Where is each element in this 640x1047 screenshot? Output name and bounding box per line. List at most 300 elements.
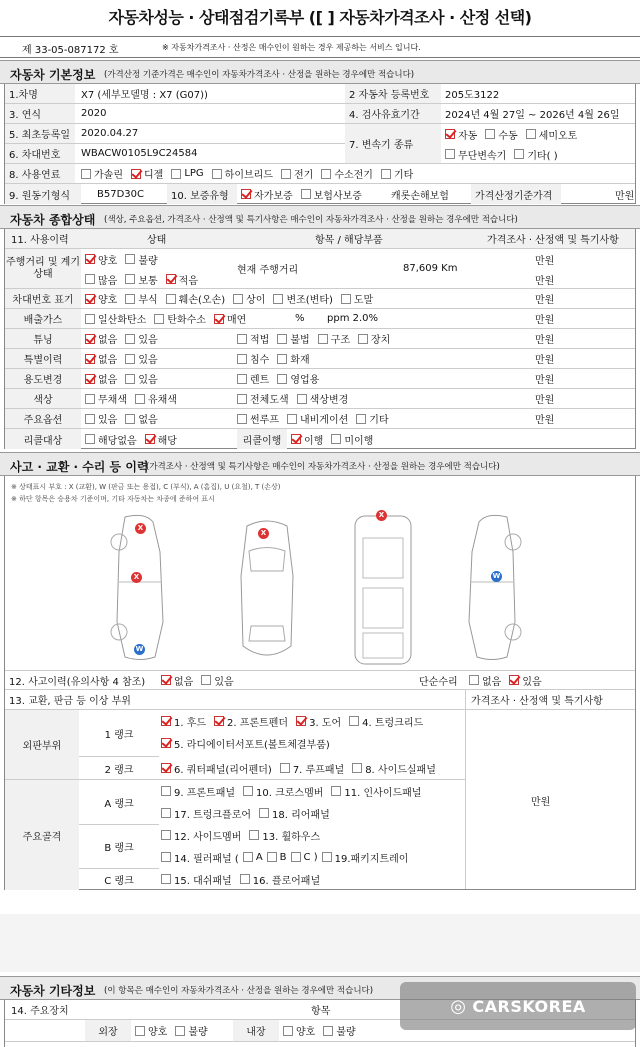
inspect-label: 4. 검사유효기간	[345, 104, 441, 123]
table-row	[5, 690, 635, 710]
checkbox[interactable]	[85, 334, 95, 344]
emission-unit: %	[295, 313, 305, 324]
opt-label: 없음	[138, 415, 158, 426]
table-row	[5, 124, 345, 144]
checkbox-lpg[interactable]	[171, 169, 181, 179]
page-title: 자동차성능 · 상태점검기록부 ([ ] 자동차가격조사 · 산정 선택)	[108, 8, 532, 27]
recall-done-label: 리콜이행	[237, 429, 287, 449]
checkbox[interactable]	[85, 314, 95, 324]
checkbox[interactable]	[161, 675, 171, 685]
checkbox[interactable]	[296, 716, 306, 726]
purpose-options	[85, 369, 166, 388]
legend-line: ※ 상태표시 부호 : X (교환), W (판금 또는 용접), C (부식), A (흠집), U (요철), T (손상)	[11, 483, 281, 491]
opt-label: 기타	[393, 170, 414, 181]
checkbox[interactable]	[125, 294, 135, 304]
insurer-name: 캐롯손해보험	[391, 190, 449, 202]
car-left-side-diagram	[105, 512, 175, 662]
opt-label: 자가보증	[254, 190, 293, 202]
table-row	[5, 104, 635, 124]
opt-label: 없음	[482, 676, 502, 688]
rankA-items-a	[161, 780, 429, 802]
checkbox[interactable]	[277, 334, 287, 344]
outer-panel-group	[5, 710, 465, 780]
color-items	[237, 389, 356, 408]
checkbox[interactable]	[297, 394, 307, 404]
checkbox[interactable]	[85, 434, 95, 444]
opt-label: 없음	[98, 335, 118, 346]
checkbox[interactable]	[323, 1026, 333, 1036]
checkbox[interactable]	[273, 294, 283, 304]
opt-label: 11. 인사이드패널	[344, 787, 422, 799]
history-options	[161, 671, 242, 689]
opt-label: 수동	[498, 130, 518, 142]
emission-value: ppm 2.0%	[327, 313, 379, 324]
checkbox[interactable]	[237, 354, 247, 364]
logo-icon: ◎	[450, 995, 467, 1017]
checkbox[interactable]	[125, 414, 135, 424]
checkbox-insurer-warranty[interactable]	[301, 189, 311, 199]
opt-label: 16. 플로어패널	[252, 875, 321, 887]
checkbox[interactable]	[331, 786, 341, 796]
table-row	[5, 184, 635, 204]
section-title: 자동차 기본정보	[10, 68, 96, 82]
checkbox[interactable]	[135, 394, 145, 404]
mileage-opts-b	[85, 269, 206, 289]
checkbox[interactable]	[135, 1026, 145, 1036]
opt-label: 변조(변타)	[286, 295, 333, 306]
mark-x-icon: X	[376, 510, 387, 521]
outer-label: 외판부위	[5, 710, 79, 779]
interior-label: 내장	[233, 1020, 279, 1041]
opt-label: 양호	[98, 255, 118, 267]
opt-label: 많음	[98, 275, 118, 287]
trans-label: 7. 변속기 종류	[345, 124, 441, 163]
opt-label: 자동	[458, 130, 478, 142]
logo-text: CARSKOREA	[472, 996, 586, 1016]
top-note: ※ 자동차가격조사 · 산정은 매수인이 원하는 경우 제공하는 서비스 입니다.	[162, 43, 421, 52]
won-unit: 만원	[535, 395, 555, 406]
fuel-options	[81, 164, 421, 183]
rankC-label: C 랭크	[79, 868, 159, 890]
motor-label: 9. 원동기형식	[5, 184, 81, 204]
mark-x-icon: X	[135, 523, 146, 534]
opt-label: 수소전기	[334, 170, 373, 181]
checkbox[interactable]	[291, 434, 301, 444]
checkbox[interactable]	[125, 334, 135, 344]
opt-label: 19.패키지트레이	[334, 853, 409, 865]
reg-no-label: 2 자동차 등록번호	[345, 84, 441, 103]
checkbox[interactable]	[154, 314, 164, 324]
basic-info-table	[4, 84, 636, 204]
overall-state-table	[4, 229, 636, 449]
rankC-items	[161, 868, 328, 890]
checkbox-bad[interactable]	[125, 254, 135, 264]
special-items	[237, 349, 318, 368]
checkbox[interactable]	[125, 374, 135, 384]
table-row	[5, 369, 635, 389]
checkbox[interactable]	[356, 414, 366, 424]
mark-w-icon: W	[492, 572, 501, 580]
col-item: 항목 / 해당부품	[315, 235, 383, 246]
opt-label: C )	[303, 851, 318, 863]
won-unit: 만원	[535, 315, 555, 326]
doc-number: 제 33-05-087172 호	[22, 45, 119, 56]
table-row	[5, 289, 635, 309]
checkbox[interactable]	[259, 808, 269, 818]
warranty-label: 10. 보증유형	[167, 184, 237, 204]
section-note: (이 항목은 매수인이 자동차가격조사 · 산정을 원하는 경우에만 적습니다)	[104, 986, 374, 996]
won-unit: 만원	[535, 415, 555, 426]
price-std-label: 가격산정기준가격	[471, 184, 561, 204]
trans-options-a	[445, 124, 585, 144]
mark-x-icon: X	[258, 528, 269, 539]
checkbox-manual[interactable]	[485, 129, 495, 139]
first-reg-label: 5. 최초등록일	[5, 124, 75, 143]
opt-label: 없음	[98, 375, 118, 386]
opt-label: 기타( )	[527, 150, 558, 162]
checkbox[interactable]	[237, 414, 247, 424]
opt-label: 5. 라디에이터서포트(볼트체결부품)	[174, 739, 330, 751]
checkbox[interactable]	[291, 852, 301, 862]
opt-label: 해당	[157, 435, 177, 447]
checkbox-cvt[interactable]	[445, 149, 455, 159]
opt-label: 14. 필러패널 (	[174, 853, 239, 865]
checkbox[interactable]	[233, 294, 243, 304]
col-usage: 11. 사용이력	[11, 235, 69, 246]
opt-label: 3. 도어	[309, 717, 342, 729]
checkbox[interactable]	[161, 763, 171, 773]
legend-line: ※ 하단 항목은 승용차 기준이며, 기타 자동차는 차종에 준하여 표시	[11, 495, 215, 503]
opt-label: 기타	[369, 415, 389, 426]
checkbox-self-warranty[interactable]	[241, 189, 251, 199]
checkbox-good[interactable]	[85, 254, 95, 264]
opt-label: 없음	[98, 355, 118, 366]
opt-label: 일산화탄소	[98, 315, 147, 326]
recall-options	[85, 429, 185, 449]
opt-label: 양호	[296, 1027, 316, 1038]
parts-label: 13. 교환, 판금 등 이상 부위	[9, 696, 131, 707]
color-options	[85, 389, 185, 408]
simple-label: 단순수리	[419, 676, 458, 688]
mark-x-icon: X	[131, 572, 142, 583]
won-unit: 만원	[535, 295, 555, 306]
checkbox[interactable]	[214, 314, 224, 324]
trans-options-b	[445, 144, 566, 164]
opt-label: 15. 대쉬패널	[174, 875, 232, 887]
opt-label: 17. 트렁크플로어	[174, 809, 252, 821]
car-top-diagram	[227, 516, 307, 666]
section-basic-info	[0, 60, 640, 84]
checkbox[interactable]	[331, 434, 341, 444]
vin-mark-options	[85, 289, 381, 308]
opt-label: 적법	[250, 335, 270, 346]
opt-label: 미이행	[344, 435, 374, 447]
checkbox[interactable]	[85, 294, 95, 304]
checkbox[interactable]	[341, 294, 351, 304]
opt-label: 없음	[174, 676, 194, 688]
checkbox[interactable]	[349, 716, 359, 726]
opt-label: 불량	[188, 1027, 208, 1038]
opt-label: 있음	[138, 335, 158, 346]
checkbox[interactable]	[161, 874, 171, 884]
special-options	[85, 349, 166, 368]
car-name-value: X7 (세부모델명 : X7 (G07))	[81, 90, 208, 101]
rank2-label: 2 랭크	[79, 756, 159, 780]
checkbox[interactable]	[125, 354, 135, 364]
opt-label: 침수	[250, 355, 270, 366]
opt-label: 2. 프론트펜더	[227, 717, 289, 729]
rankA-label: A 랭크	[104, 798, 134, 810]
opt-label: 7. 루프패널	[292, 764, 345, 776]
opt-label: 보험사보증	[313, 190, 362, 202]
opt-label: 있음	[522, 676, 542, 688]
tuning-items	[237, 329, 398, 348]
checkbox[interactable]	[161, 716, 171, 726]
checkbox[interactable]	[214, 716, 224, 726]
main-frame-group	[5, 780, 465, 890]
opt-label: 탄화수소	[167, 315, 206, 326]
table-row	[5, 429, 635, 449]
car-right-side-diagram	[457, 512, 527, 662]
table-row	[5, 84, 635, 104]
won-unit: 만원	[535, 355, 555, 366]
section-title: 자동차 기타정보	[10, 984, 96, 998]
won-unit: 만원	[535, 335, 555, 346]
checkbox[interactable]	[240, 874, 250, 884]
checkbox[interactable]	[352, 763, 362, 773]
checkbox[interactable]	[237, 394, 247, 404]
price-label: 가격조사 · 산정액 및 특기사항	[471, 696, 603, 707]
checkbox[interactable]	[280, 763, 290, 773]
opt-label: 내비게이션	[299, 415, 349, 426]
opt-label: 화재	[290, 355, 310, 366]
opt-label: 렌트	[250, 375, 270, 386]
opt-label: 구조	[330, 335, 350, 346]
opt-label: A	[255, 851, 263, 863]
table-row	[5, 329, 635, 349]
recall-label: 리콜대상	[5, 429, 81, 449]
fuel-label: 8. 사용연료	[5, 164, 75, 183]
checkbox-auto[interactable]	[445, 129, 455, 139]
opt-label: 유채색	[147, 395, 177, 406]
opt-label: B	[279, 851, 287, 863]
section-note: (가격조사 · 산정액 및 특기사항은 매수인이 자동차가격조사 · 산정을 원하는 경우에만 적습니다)	[146, 462, 500, 472]
emission-options	[85, 309, 254, 328]
checkbox[interactable]	[469, 675, 479, 685]
car-name-label: 1.차명	[5, 84, 75, 103]
checkbox[interactable]	[161, 830, 171, 840]
section-note: (가격산정 기준가격은 매수인이 자동차가격조사 · 산정을 원하는 경우에만 적습니다)	[104, 70, 415, 80]
opt-label: 10. 크로스멤버	[256, 787, 324, 799]
opt-label: 18. 리어패널	[272, 809, 330, 821]
tuning-label: 튜닝	[5, 329, 81, 348]
mileage-label: 주행거리 및 계기상태	[5, 249, 81, 288]
section-title: 자동차 종합상태	[10, 213, 96, 227]
opt-label: 8. 사이드실패널	[365, 764, 436, 776]
opt-label: 불법	[290, 335, 310, 346]
table-row	[5, 164, 635, 184]
opt-label: LPG	[184, 168, 204, 179]
checkbox-gasoline[interactable]	[81, 169, 91, 179]
checkbox-other[interactable]	[514, 149, 524, 159]
opt-label: 있음	[138, 355, 158, 366]
checkbox[interactable]	[85, 394, 95, 404]
checkbox[interactable]	[277, 374, 287, 384]
checkbox-hybrid[interactable]	[212, 169, 222, 179]
mileage-text: 현재 주행거리	[237, 265, 299, 276]
section-title: 사고 · 교환 · 수리 등 이력	[10, 460, 149, 474]
rank1-label: 1 랭크	[104, 729, 134, 741]
opt-label: 도말	[353, 295, 374, 306]
checkbox[interactable]	[267, 852, 277, 862]
opt-label: 12. 사이드멤버	[174, 831, 242, 843]
table-row	[5, 249, 635, 289]
opt-label: 상이	[246, 295, 266, 306]
warranty-options	[241, 184, 370, 204]
color-label: 색상	[5, 389, 81, 408]
won-unit: 만원	[531, 796, 551, 808]
opt-label: 있음	[138, 375, 158, 386]
checkbox[interactable]	[175, 1026, 185, 1036]
item-label: 항목	[311, 1006, 331, 1017]
option-items	[237, 409, 397, 428]
motor-value: B57D30C	[97, 188, 144, 200]
opt-label: 매연	[226, 315, 247, 326]
checkbox-fuel-other[interactable]	[381, 169, 391, 179]
opt-label: 9. 프론트패널	[174, 787, 236, 799]
checkbox[interactable]	[85, 414, 95, 424]
checkbox[interactable]	[161, 786, 171, 796]
checkbox[interactable]	[322, 852, 332, 862]
mark-w-icon: W	[135, 645, 144, 653]
recall-done-options	[291, 429, 381, 449]
history-label: 12. 사고이력(유의사항 4 참조)	[9, 676, 146, 688]
opt-label: 무단변속기	[458, 150, 507, 162]
checkbox[interactable]	[243, 852, 253, 862]
opt-label: 13. 휠하우스	[262, 831, 321, 843]
rank1-items-a	[161, 710, 431, 732]
checkbox[interactable]	[287, 414, 297, 424]
rankB-items-a	[161, 824, 328, 846]
section-overall-state	[0, 205, 640, 229]
checkbox[interactable]	[237, 334, 247, 344]
checkbox[interactable]	[201, 675, 211, 685]
opt-label: 장치	[370, 335, 391, 346]
checkbox[interactable]	[161, 738, 171, 748]
checkbox-few[interactable]	[166, 274, 176, 284]
won-unit: 만원	[535, 375, 555, 386]
checkbox-normal[interactable]	[125, 274, 135, 284]
checkbox[interactable]	[161, 808, 171, 818]
reg-no-value: 205도3122	[445, 90, 500, 101]
year-value: 2020	[81, 108, 107, 119]
opt-label: 디젤	[143, 170, 164, 181]
rank2-items	[161, 756, 444, 780]
checkbox[interactable]	[249, 830, 259, 840]
first-reg-value: 2020.04.27	[81, 128, 139, 139]
carskorea-logo	[400, 982, 636, 1030]
option-label: 주요옵션	[5, 409, 81, 428]
opt-label: 6. 쿼터패널(리어펜더)	[174, 764, 272, 776]
checkbox[interactable]	[277, 354, 287, 364]
checkbox[interactable]	[318, 334, 328, 344]
page-gap	[0, 914, 640, 972]
checkbox-electric[interactable]	[281, 169, 291, 179]
checkbox[interactable]	[283, 1026, 293, 1036]
opt-label: 해당없음	[98, 435, 137, 447]
emission-label: 배출가스	[5, 309, 81, 328]
device-label: 14. 주요장치	[11, 1006, 69, 1017]
accident-table	[4, 476, 636, 890]
purpose-label: 용도변경	[5, 369, 81, 388]
checkbox[interactable]	[243, 786, 253, 796]
checkbox[interactable]	[85, 374, 95, 384]
checkbox[interactable]	[145, 434, 155, 444]
checkbox[interactable]	[161, 852, 171, 862]
checkbox-many[interactable]	[85, 274, 95, 284]
checkbox[interactable]	[358, 334, 368, 344]
car-frame-diagram	[345, 508, 421, 668]
checkbox[interactable]	[85, 354, 95, 364]
opt-label: 있음	[98, 415, 118, 426]
opt-label: 보통	[138, 275, 158, 287]
purpose-items	[237, 369, 327, 388]
opt-label: 세미오토	[538, 130, 578, 142]
option-options	[85, 409, 166, 428]
special-label: 특별이력	[5, 349, 81, 368]
table-header	[5, 229, 635, 249]
won-unit: 만원	[615, 190, 635, 202]
checkbox-hydrogen[interactable]	[321, 169, 331, 179]
frame-label: 주요골격	[5, 780, 79, 890]
section-note: (색상, 주요옵션, 가격조사 · 산정액 및 특기사항은 매수인이 자동차가격조사 · 산정을 원하는 경우에만 적습니다)	[104, 215, 518, 225]
transmission-row	[345, 124, 635, 164]
table-row	[5, 670, 635, 690]
opt-label: 있음	[214, 676, 234, 688]
opt-label: 전체도색	[250, 395, 289, 406]
rankB-label: B 랭크	[79, 824, 159, 868]
opt-label: 양호	[98, 295, 118, 306]
interior-options	[283, 1020, 364, 1041]
rankA-items-b	[161, 802, 338, 824]
opt-label: 영업용	[290, 375, 320, 386]
checkbox[interactable]	[237, 374, 247, 384]
checkbox[interactable]	[166, 294, 176, 304]
opt-label: 4. 트렁크리드	[362, 717, 424, 729]
opt-label: 이행	[304, 435, 324, 447]
checkbox[interactable]	[509, 675, 519, 685]
opt-label: 색상변경	[309, 395, 349, 406]
opt-label: 무채색	[98, 395, 127, 406]
section-accident-history	[0, 452, 640, 476]
table-row	[5, 144, 345, 164]
table-row	[5, 309, 635, 329]
mileage-opts-a	[85, 249, 166, 269]
table-row	[5, 349, 635, 369]
checkbox-diesel[interactable]	[131, 169, 141, 179]
table-row	[5, 409, 635, 429]
table-row	[5, 389, 635, 409]
checkbox-semi[interactable]	[526, 129, 536, 139]
year-label: 3. 연식	[5, 104, 75, 123]
opt-label: 훼손(오손)	[178, 295, 226, 306]
opt-label: 가솔린	[94, 170, 123, 181]
opt-label: 하이브리드	[224, 170, 273, 181]
vin-label: 6. 차대번호	[5, 144, 75, 163]
opt-label: 양호	[148, 1027, 168, 1038]
exterior-options	[135, 1020, 216, 1041]
tuning-options	[85, 329, 166, 348]
